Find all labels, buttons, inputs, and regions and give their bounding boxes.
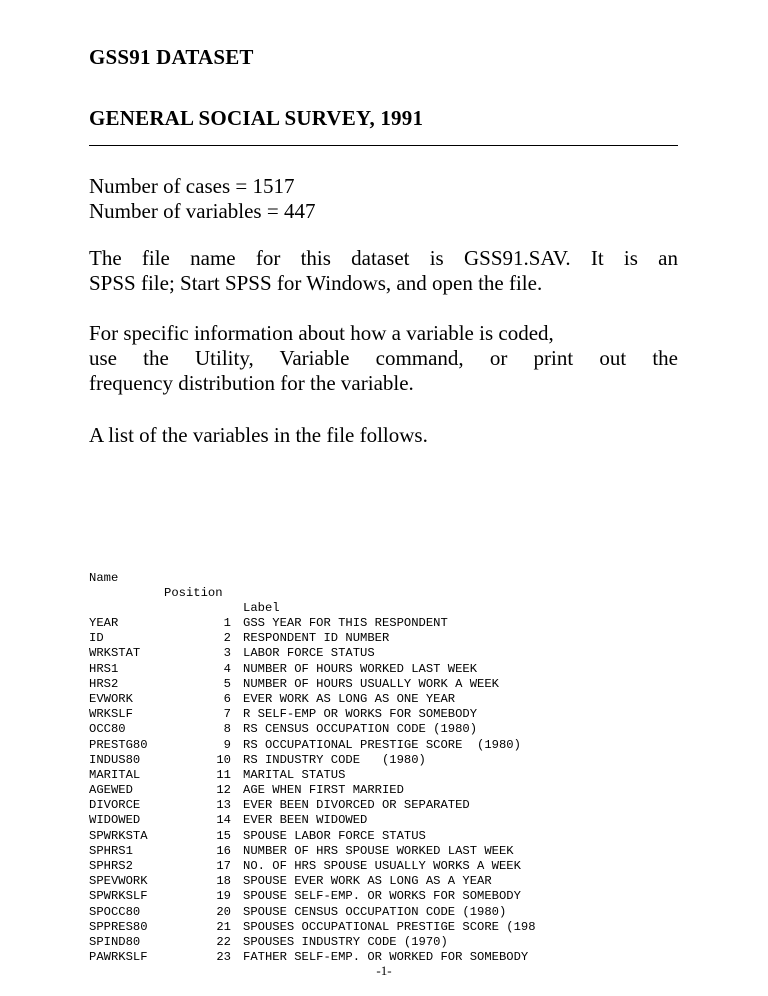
variable-name: PRESTG80 — [89, 737, 148, 752]
variable-name: MARITAL — [89, 767, 141, 782]
variable-position: 20 — [216, 904, 231, 919]
variable-label: AGE WHEN FIRST MARRIED — [243, 783, 404, 798]
table-row — [89, 828, 426, 844]
variable-name: SPWRKSLF — [89, 889, 148, 904]
variable-position: 6 — [223, 691, 231, 706]
table-row — [89, 904, 507, 920]
page-number: -1- — [376, 963, 392, 978]
variable-label: SPOUSE EVER WORK AS LONG AS A YEAR — [243, 874, 492, 889]
variable-label: NUMBER OF HOURS WORKED LAST WEEK — [243, 661, 478, 676]
variable-label: FATHER SELF-EMP. OR WORKED FOR SOMEBODY — [243, 950, 529, 965]
table-row — [89, 798, 470, 813]
variable-name: HRS1 — [89, 661, 119, 676]
variable-position: 8 — [223, 722, 231, 737]
variable-position: 7 — [223, 707, 231, 722]
variable-position: 23 — [216, 950, 231, 965]
variable-position: 16 — [216, 843, 231, 858]
document-subtitle: GENERAL SOCIAL SURVEY, 1991 — [89, 106, 424, 130]
file-paragraph — [89, 246, 678, 296]
variable-label: LABOR FORCE STATUS — [243, 646, 375, 661]
variable-position: 3 — [223, 646, 231, 661]
table-row — [89, 676, 499, 692]
variable-name: HRS2 — [89, 676, 119, 691]
info-paragraph-line-2: use the Utility, Variable command, or print out the — [89, 346, 678, 370]
table-row — [89, 767, 346, 783]
table-row — [89, 661, 478, 677]
table-row — [89, 874, 492, 889]
file-paragraph-line-1: The file name for this dataset is GSS91.SAV. It is an — [89, 246, 678, 270]
variable-position: 19 — [216, 889, 231, 904]
variable-name: SPWRKSTA — [89, 828, 148, 843]
table-row — [89, 691, 456, 707]
variable-label: RS OCCUPATIONAL PRESTIGE SCORE (1980) — [243, 737, 521, 752]
variable-name: EVWORK — [89, 691, 133, 706]
table-body — [89, 616, 536, 965]
variable-name: AGEWED — [89, 783, 133, 798]
variable-position: 10 — [216, 752, 231, 767]
info-paragraph-line-3: frequency distribution for the variable. — [89, 371, 414, 395]
variable-position: 21 — [216, 919, 231, 934]
info-paragraph — [89, 321, 678, 396]
variable-position: 5 — [223, 676, 231, 691]
variable-name: WRKSTAT — [89, 646, 141, 661]
variable-name: WRKSLF — [89, 707, 133, 722]
table-row — [89, 646, 375, 661]
variable-position: 22 — [216, 934, 231, 949]
variable-name: PAWRKSLF — [89, 950, 148, 965]
table-row — [89, 707, 478, 722]
list-intro — [89, 423, 678, 448]
variable-position: 4 — [223, 661, 231, 676]
variable-position: 17 — [216, 859, 231, 873]
variable-name: YEAR — [89, 616, 119, 630]
table-row — [89, 843, 514, 859]
variable-name: SPPRES80 — [89, 919, 148, 934]
variable-label: RS INDUSTRY CODE (1980) — [243, 752, 426, 767]
list-intro-text: A list of the variables in the file follows. — [89, 423, 428, 447]
table-row — [89, 722, 478, 737]
table-row — [89, 889, 521, 904]
table-row — [89, 752, 426, 768]
variable-name: WIDOWED — [89, 813, 141, 828]
table-row — [89, 737, 521, 753]
variable-label: SPOUSE SELF-EMP. OR WORKS FOR SOMEBODY — [243, 889, 521, 904]
table-row — [89, 919, 536, 935]
variable-label: GSS YEAR FOR THIS RESPONDENT — [243, 616, 448, 630]
header-label: Label — [243, 601, 280, 616]
table-header-row — [89, 555, 280, 616]
variables-count: Number of variables = 447 — [89, 199, 316, 223]
variable-position: 15 — [216, 828, 231, 843]
variable-label: EVER BEEN WIDOWED — [243, 813, 368, 828]
variable-label: RESPONDENT ID NUMBER — [243, 631, 390, 646]
variable-name: DIVORCE — [89, 798, 141, 813]
variable-name: OCC80 — [89, 722, 126, 737]
variable-label: R SELF-EMP OR WORKS FOR SOMEBODY — [243, 707, 478, 722]
table-row — [89, 783, 404, 798]
table-row — [89, 813, 368, 828]
title-divider — [89, 145, 678, 146]
variable-name: SPHRS1 — [89, 843, 133, 858]
variable-label: SPOUSE CENSUS OCCUPATION CODE (1980) — [243, 904, 507, 919]
variable-name: SPHRS2 — [89, 859, 133, 873]
variable-position: 1 — [223, 616, 231, 630]
variable-position: 14 — [216, 813, 231, 828]
variable-position: 9 — [223, 737, 231, 752]
variable-position: 13 — [216, 798, 231, 813]
variable-label: EVER WORK AS LONG AS ONE YEAR — [243, 691, 456, 706]
file-paragraph-line-2: SPSS file; Start SPSS for Windows, and open the file. — [89, 271, 543, 295]
table-row — [89, 859, 521, 874]
table-row — [89, 631, 390, 646]
info-paragraph-line-1: For specific information about how a variable is coded, — [89, 321, 554, 345]
variable-name: SPIND80 — [89, 934, 141, 949]
variables-table — [89, 525, 536, 996]
variable-name: INDUS80 — [89, 752, 141, 767]
variable-label: RS CENSUS OCCUPATION CODE (1980) — [243, 722, 478, 737]
table-row — [89, 616, 448, 631]
table-row — [89, 934, 448, 950]
variable-position: 2 — [223, 631, 231, 646]
variable-name: ID — [89, 631, 104, 646]
variable-label: SPOUSE LABOR FORCE STATUS — [243, 828, 426, 843]
variable-position: 18 — [216, 874, 231, 889]
variable-name: SPEVWORK — [89, 874, 148, 889]
cases-count: Number of cases = 1517 — [89, 174, 295, 198]
variable-label: SPOUSES OCCUPATIONAL PRESTIGE SCORE (198 — [243, 919, 536, 934]
variable-label: EVER BEEN DIVORCED OR SEPARATED — [243, 798, 470, 813]
document-title: GSS91 DATASET — [89, 45, 254, 69]
variable-position: 12 — [216, 783, 231, 798]
variable-label: MARITAL STATUS — [243, 767, 346, 782]
variable-label: NUMBER OF HOURS USUALLY WORK A WEEK — [243, 676, 499, 691]
variable-label: NUMBER OF HRS SPOUSE WORKED LAST WEEK — [243, 843, 514, 858]
variable-name: SPOCC80 — [89, 904, 141, 919]
dataset-counts — [89, 174, 678, 224]
header-name: Name — [89, 570, 119, 585]
variable-label: NO. OF HRS SPOUSE USUALLY WORKS A WEEK — [243, 859, 521, 873]
variable-position: 11 — [216, 767, 231, 782]
variable-label: SPOUSES INDUSTRY CODE (1970) — [243, 934, 448, 949]
header-position: Position — [164, 585, 223, 600]
